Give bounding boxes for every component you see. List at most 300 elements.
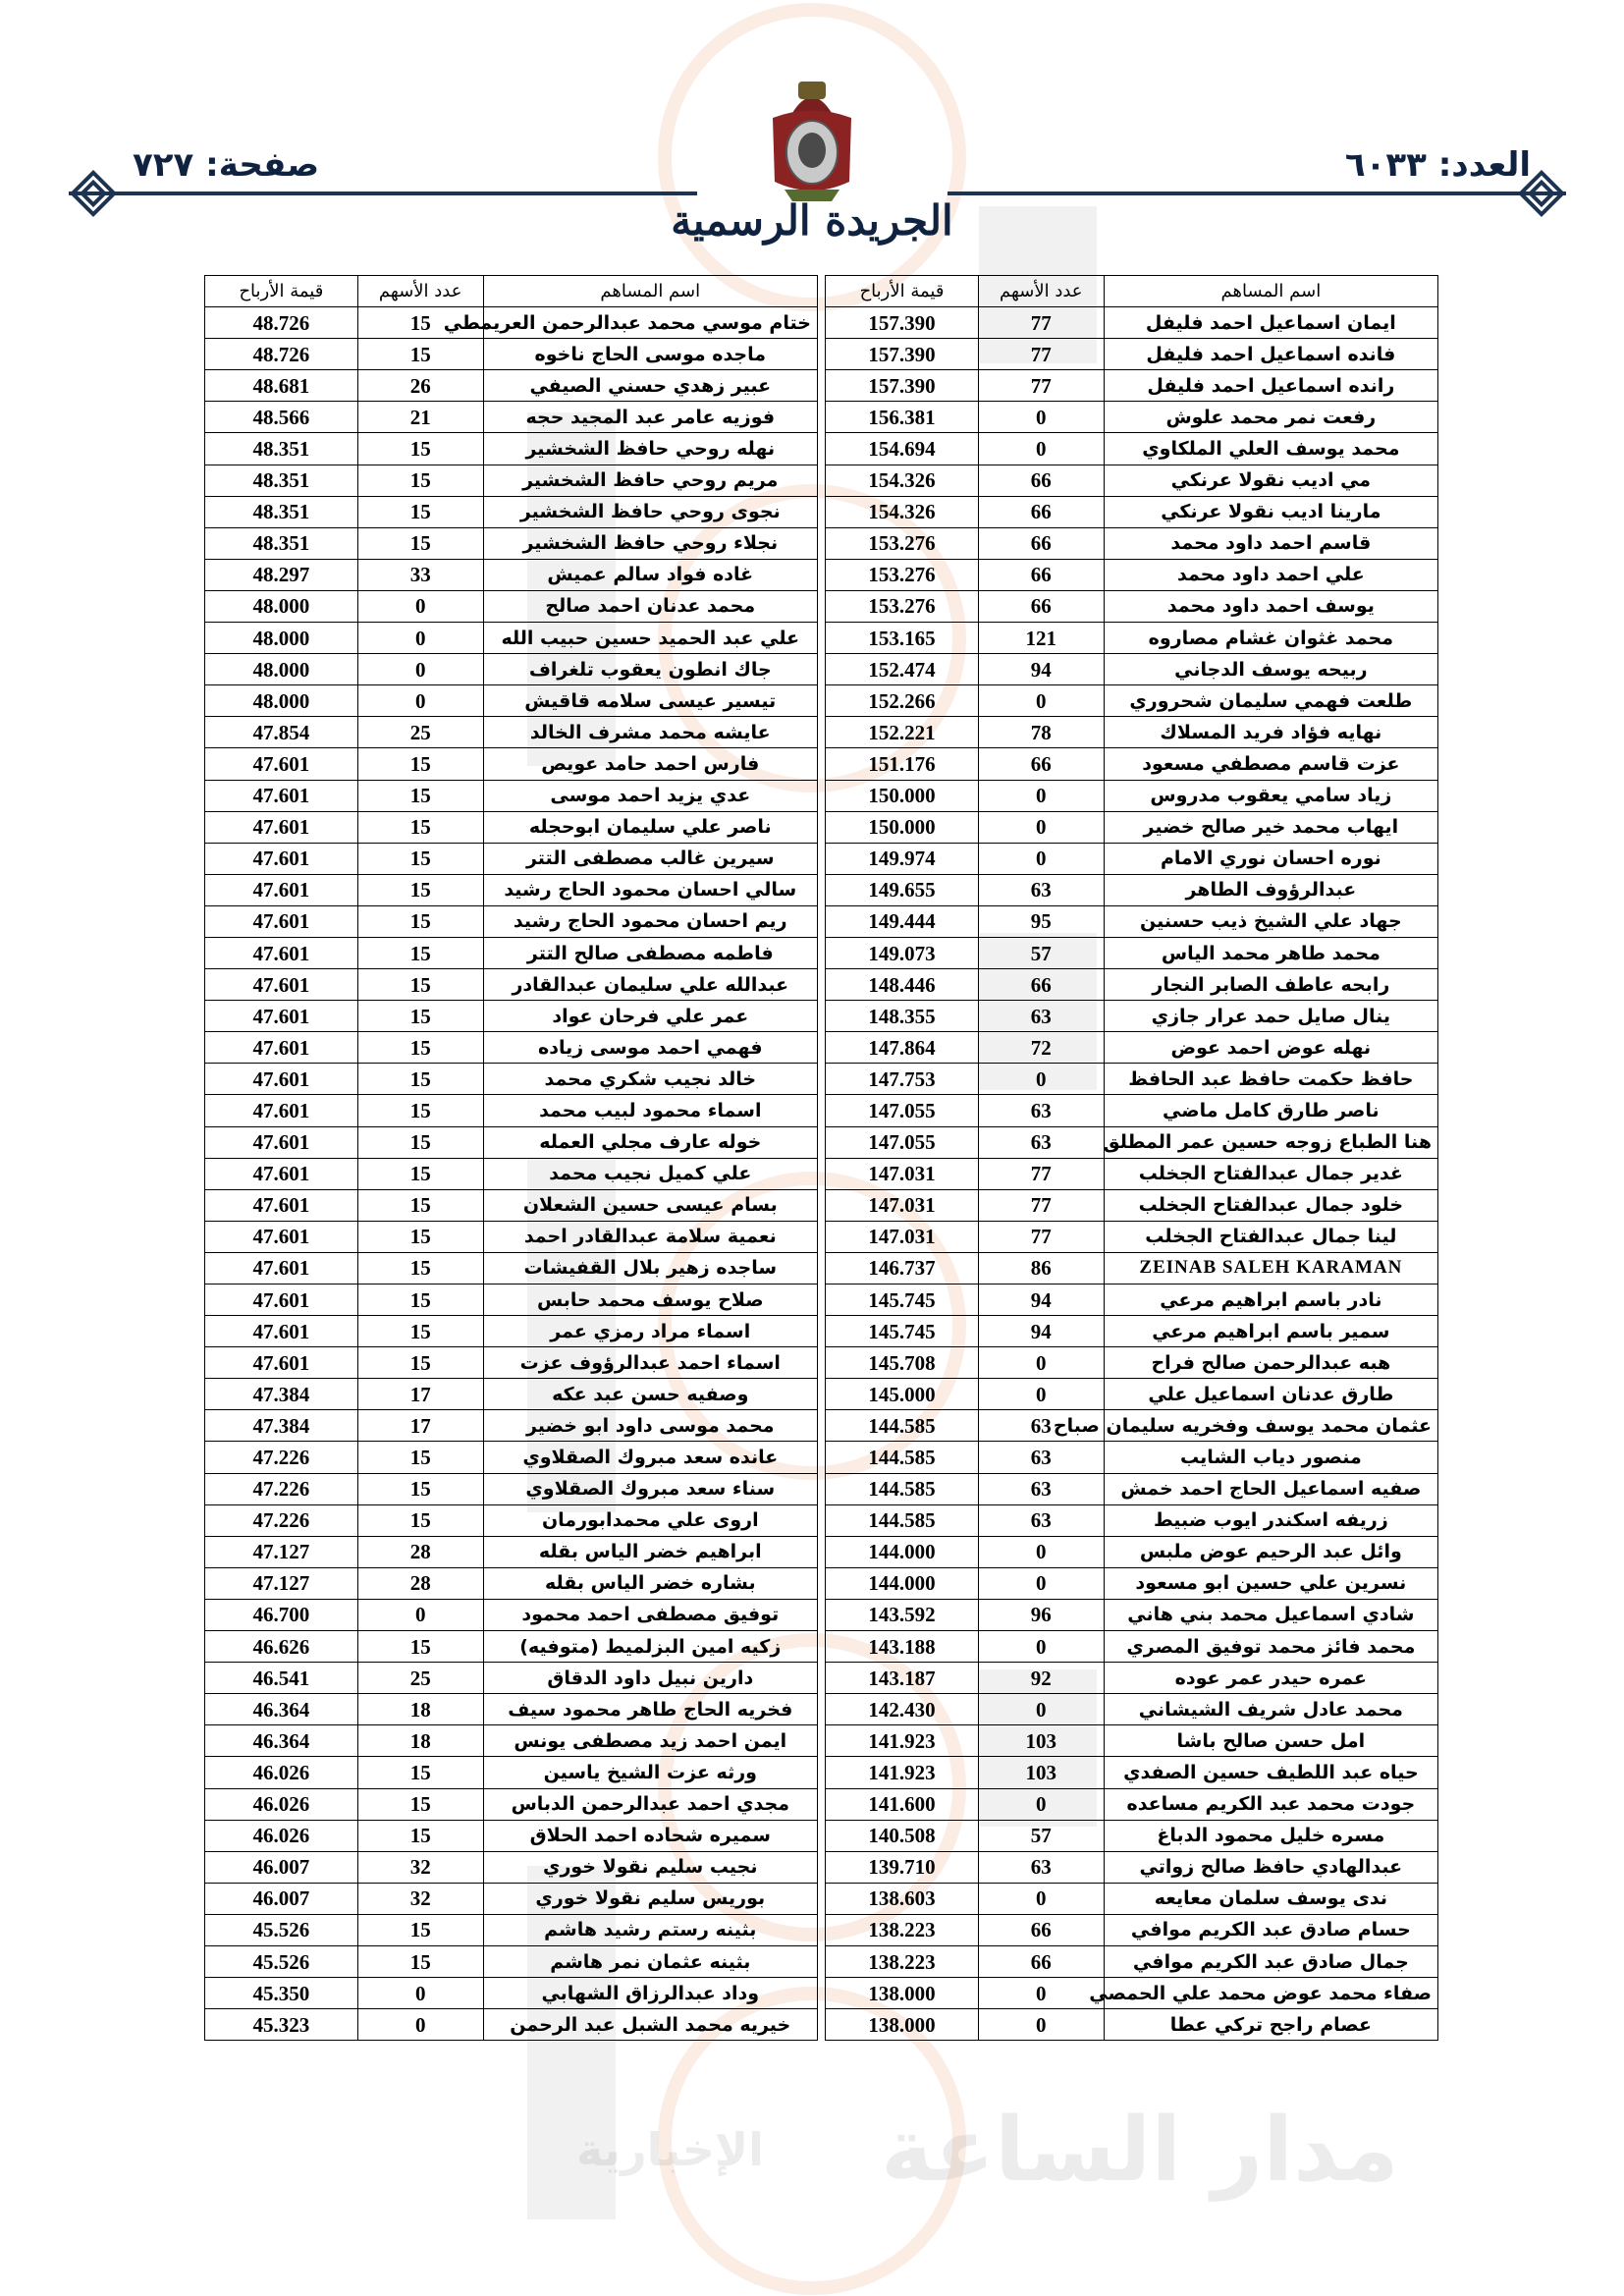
- share-count: 15: [357, 969, 483, 1001]
- column-gap: [817, 811, 825, 843]
- shareholder-name: نهله عوض احمد عوض: [1104, 1032, 1437, 1064]
- column-gap: [817, 1001, 825, 1032]
- share-count: 66: [978, 527, 1104, 559]
- shareholder-name: قاسم احمد داود محمد: [1104, 527, 1437, 559]
- shareholder-name: ساجده زهير بلال القفيشات: [483, 1252, 817, 1284]
- shareholder-name: بسام عيسى حسين الشعلان: [483, 1189, 817, 1221]
- shareholder-name: صفيه اسماعيل الحاج احمد خمش: [1104, 1473, 1437, 1504]
- profit-value: 47.601: [205, 748, 358, 780]
- profit-value: 138.000: [826, 2009, 979, 2041]
- share-count: 63: [978, 1126, 1104, 1158]
- profit-value: 143.188: [826, 1631, 979, 1663]
- profit-value: 153.165: [826, 623, 979, 654]
- col-header-shares: عدد الأسهم: [357, 276, 483, 307]
- shareholder-name: ناصر علي سليمان ابوحجله: [483, 811, 817, 843]
- table-row: [205, 1221, 1438, 1252]
- share-count: 15: [357, 1316, 483, 1347]
- profit-value: 153.276: [826, 527, 979, 559]
- profit-value: 152.266: [826, 685, 979, 717]
- table-row: [205, 1820, 1438, 1851]
- shareholder-name: بوريس سليم نقولا خوري: [483, 1883, 817, 1914]
- shareholder-name: لينا جمال عبدالفتاح الجخلب: [1104, 1221, 1437, 1252]
- profit-value: 141.923: [826, 1725, 979, 1757]
- profit-value: 47.226: [205, 1442, 358, 1473]
- col-header-profit: قيمة الأرباح: [205, 276, 358, 307]
- share-count: 94: [978, 654, 1104, 685]
- share-count: 26: [357, 370, 483, 402]
- shareholder-name: عصام راجح تركي عطا: [1104, 2009, 1437, 2041]
- shareholder-name: جهاد علي الشيخ ذيب حسنين: [1104, 905, 1437, 937]
- column-gap: [817, 1189, 825, 1221]
- profit-value: 47.601: [205, 1189, 358, 1221]
- profit-value: 147.055: [826, 1126, 979, 1158]
- share-count: 15: [357, 780, 483, 811]
- share-count: 15: [357, 1252, 483, 1284]
- profit-value: 46.364: [205, 1725, 358, 1757]
- shareholder-name: نجوى روحي حافظ الشخشير: [483, 496, 817, 527]
- shareholder-name: جاك انطون يعقوب تلغراف: [483, 654, 817, 685]
- shareholder-name: زياد سامي يعقوب مدروس: [1104, 780, 1437, 811]
- col-header-profit: قيمة الأرباح: [826, 276, 979, 307]
- share-count: 15: [357, 307, 483, 339]
- share-count: 96: [978, 1599, 1104, 1630]
- share-count: 77: [978, 370, 1104, 402]
- profit-value: 47.226: [205, 1504, 358, 1536]
- shareholder-name: مريم روحي حافظ الشخشير: [483, 465, 817, 496]
- profit-value: 46.364: [205, 1694, 358, 1725]
- share-count: 0: [978, 1347, 1104, 1379]
- column-gap: [817, 1064, 825, 1095]
- share-count: 15: [357, 1001, 483, 1032]
- profit-value: 139.710: [826, 1851, 979, 1883]
- share-count: 63: [978, 1001, 1104, 1032]
- share-count: 15: [357, 1158, 483, 1189]
- share-count: 0: [978, 1631, 1104, 1663]
- table-row: [205, 1189, 1438, 1221]
- column-gap: [817, 905, 825, 937]
- shareholder-name: صلاح يوسف محمد حابس: [483, 1285, 817, 1316]
- shareholder-name: طارق عدنان اسماعيل علي: [1104, 1379, 1437, 1410]
- profit-value: 48.726: [205, 339, 358, 370]
- table-row: [205, 1347, 1438, 1379]
- share-count: 15: [357, 1442, 483, 1473]
- table-row: [205, 780, 1438, 811]
- shareholder-name: بثينه عثمان نمر هاشم: [483, 1945, 817, 1977]
- column-gap: [817, 1347, 825, 1379]
- share-count: 15: [357, 937, 483, 968]
- table-row: [205, 748, 1438, 780]
- column-gap: [817, 1158, 825, 1189]
- shareholder-name: رابحه عاطف الصابر النجار: [1104, 969, 1437, 1001]
- shareholder-name: ايمن احمد زيد مصطفى يونس: [483, 1725, 817, 1757]
- profit-value: 47.601: [205, 1285, 358, 1316]
- shareholder-name: نوره احسان نوري الامام: [1104, 843, 1437, 874]
- column-gap: [817, 1285, 825, 1316]
- share-count: 57: [978, 937, 1104, 968]
- shareholder-name: شادي اسماعيل محمد بني هاني: [1104, 1599, 1437, 1630]
- profit-value: 145.000: [826, 1379, 979, 1410]
- table-row: [205, 1694, 1438, 1725]
- shareholder-name: رانده اسماعيل احمد فليفل: [1104, 370, 1437, 402]
- profit-value: 46.700: [205, 1599, 358, 1630]
- shareholder-name: بثينه رستم رشيد هاشم: [483, 1914, 817, 1945]
- table-row: [205, 1757, 1438, 1788]
- shareholder-name: فخريه الحاج طاهر محمود سيف: [483, 1694, 817, 1725]
- shareholder-name: نسرين علي حسين ابو مسعود: [1104, 1567, 1437, 1599]
- share-count: 63: [978, 874, 1104, 905]
- table-row: [205, 1158, 1438, 1189]
- share-count: 0: [357, 1599, 483, 1630]
- share-count: 77: [978, 307, 1104, 339]
- profit-value: 46.626: [205, 1631, 358, 1663]
- profit-value: 48.297: [205, 559, 358, 590]
- profit-value: 138.223: [826, 1945, 979, 1977]
- share-count: 21: [357, 402, 483, 433]
- share-count: 15: [357, 1285, 483, 1316]
- table-row: [205, 843, 1438, 874]
- table-row: [205, 2009, 1438, 2041]
- profit-value: 47.601: [205, 780, 358, 811]
- share-count: 0: [978, 433, 1104, 465]
- share-count: 0: [978, 780, 1104, 811]
- column-gap: [817, 1126, 825, 1158]
- shareholder-name: دارين نبيل داود الدقاق: [483, 1663, 817, 1694]
- shareholder-name: سمير باسم ابراهيم مرعي: [1104, 1316, 1437, 1347]
- shareholder-name: فارس احمد حامد عويص: [483, 748, 817, 780]
- profit-value: 48.566: [205, 402, 358, 433]
- share-count: 32: [357, 1851, 483, 1883]
- column-gap: [817, 1978, 825, 2009]
- table-row: [205, 937, 1438, 968]
- profit-value: 47.601: [205, 1347, 358, 1379]
- profit-value: 47.601: [205, 1126, 358, 1158]
- profit-value: 47.127: [205, 1536, 358, 1567]
- table-row: [205, 1379, 1438, 1410]
- share-count: 15: [357, 905, 483, 937]
- profit-value: 47.854: [205, 717, 358, 748]
- shareholder-name: محمد غثوان غشام مصاروه: [1104, 623, 1437, 654]
- shareholder-name: عمر علي فرحان عواد: [483, 1001, 817, 1032]
- shareholder-name: عايشه محمد مشرف الخالد: [483, 717, 817, 748]
- shareholder-name: فاطمه مصطفى صالح التتر: [483, 937, 817, 968]
- share-count: 15: [357, 465, 483, 496]
- share-count: 78: [978, 717, 1104, 748]
- share-count: 18: [357, 1694, 483, 1725]
- share-count: 92: [978, 1663, 1104, 1694]
- table-row: [205, 1064, 1438, 1095]
- share-count: 86: [978, 1252, 1104, 1284]
- profit-value: 45.350: [205, 1978, 358, 2009]
- shareholder-name: سميره شحاده احمد الحلاق: [483, 1820, 817, 1851]
- table-row: [205, 402, 1438, 433]
- table-row: [205, 465, 1438, 496]
- page-header: [0, 0, 1624, 265]
- share-count: 0: [357, 2009, 483, 2041]
- table-row: [205, 1914, 1438, 1945]
- shareholder-name: عبدالله علي سليمان عبدالقادر: [483, 969, 817, 1001]
- column-gap: [817, 276, 825, 307]
- shareholder-name: اسماء مراد رمزي عمر: [483, 1316, 817, 1347]
- issue-number: العدد: ٦٠٣٣: [1344, 145, 1531, 185]
- share-count: 0: [978, 1788, 1104, 1820]
- shareholder-name: نجيب سليم نقولا خوري: [483, 1851, 817, 1883]
- table-row: [205, 1536, 1438, 1567]
- profit-value: 149.444: [826, 905, 979, 937]
- profit-value: 138.223: [826, 1914, 979, 1945]
- shareholder-name: عبدالهادي حافظ صالح زواتي: [1104, 1851, 1437, 1883]
- table-header-row: [205, 276, 1438, 307]
- table-row: [205, 1978, 1438, 2009]
- table-row: [205, 370, 1438, 402]
- table-row: [205, 717, 1438, 748]
- shareholder-name: غدير جمال عبدالفتاح الجخلب: [1104, 1158, 1437, 1189]
- share-count: 0: [978, 811, 1104, 843]
- share-count: 25: [357, 1663, 483, 1694]
- profit-value: 48.000: [205, 685, 358, 717]
- table-row: [205, 905, 1438, 937]
- table-row: [205, 1788, 1438, 1820]
- shareholder-name: ينال صايل حمد عرار جازي: [1104, 1001, 1437, 1032]
- shareholder-name: نعمية سلامة عبدالقادر احمد: [483, 1221, 817, 1252]
- shareholder-name: سالي احسان محمود الحاج رشيد: [483, 874, 817, 905]
- profit-value: 157.390: [826, 370, 979, 402]
- table-row: [205, 685, 1438, 717]
- table-row: [205, 590, 1438, 622]
- column-gap: [817, 590, 825, 622]
- profit-value: 142.430: [826, 1694, 979, 1725]
- profit-value: 149.974: [826, 843, 979, 874]
- profit-value: 46.007: [205, 1851, 358, 1883]
- column-gap: [817, 1316, 825, 1347]
- profit-value: 48.000: [205, 654, 358, 685]
- table-row: [205, 1442, 1438, 1473]
- share-count: 63: [978, 1442, 1104, 1473]
- shareholder-name: امل حسن صالح باشا: [1104, 1725, 1437, 1757]
- profit-value: 47.127: [205, 1567, 358, 1599]
- table-row: [205, 1631, 1438, 1663]
- profit-value: 141.923: [826, 1757, 979, 1788]
- share-count: 15: [357, 433, 483, 465]
- shareholder-name: منصور دياب الشايب: [1104, 1442, 1437, 1473]
- profit-value: 143.592: [826, 1599, 979, 1630]
- profit-value: 143.187: [826, 1663, 979, 1694]
- shareholder-name: خلود جمال عبدالفتاح الجخلب: [1104, 1189, 1437, 1221]
- profit-value: 47.384: [205, 1379, 358, 1410]
- profit-value: 47.601: [205, 1316, 358, 1347]
- column-gap: [817, 969, 825, 1001]
- shareholder-name: ابراهيم خضر الياس بقله: [483, 1536, 817, 1567]
- profit-value: 47.601: [205, 811, 358, 843]
- shareholder-name: نادر باسم ابراهيم مرعي: [1104, 1285, 1437, 1316]
- table-row: [205, 1663, 1438, 1694]
- column-gap: [817, 748, 825, 780]
- profit-value: 47.601: [205, 1032, 358, 1064]
- profit-value: 151.176: [826, 748, 979, 780]
- profit-value: 46.541: [205, 1663, 358, 1694]
- share-count: 18: [357, 1725, 483, 1757]
- share-count: 15: [357, 1095, 483, 1126]
- profit-value: 144.585: [826, 1504, 979, 1536]
- share-count: 66: [978, 1945, 1104, 1977]
- shareholder-name: هبه عبدالرحمن صالح فراح: [1104, 1347, 1437, 1379]
- share-count: 0: [357, 1978, 483, 2009]
- share-count: 28: [357, 1536, 483, 1567]
- shareholder-name: محمد طاهر محمد الياس: [1104, 937, 1437, 968]
- shareholder-name: توفيق مصطفى احمد محمود: [483, 1599, 817, 1630]
- share-count: 0: [978, 1536, 1104, 1567]
- table-row: [205, 811, 1438, 843]
- table-row: [205, 559, 1438, 590]
- table-row: [205, 433, 1438, 465]
- share-count: 15: [357, 496, 483, 527]
- shareholder-name: علي احمد داود محمد: [1104, 559, 1437, 590]
- share-count: 103: [978, 1725, 1104, 1757]
- share-count: 17: [357, 1410, 483, 1442]
- table-row: [205, 1599, 1438, 1630]
- column-gap: [817, 1945, 825, 1977]
- shareholder-name: ورثه عزت الشيخ ياسين: [483, 1757, 817, 1788]
- column-gap: [817, 1221, 825, 1252]
- profit-value: 147.031: [826, 1221, 979, 1252]
- profit-value: 148.446: [826, 969, 979, 1001]
- shareholder-name: جمال صادق عبد الكريم موافي: [1104, 1945, 1437, 1977]
- shareholder-name: عبدالرؤوف الطاهر: [1104, 874, 1437, 905]
- profit-value: 47.601: [205, 1064, 358, 1095]
- column-gap: [817, 1914, 825, 1945]
- share-count: 15: [357, 1189, 483, 1221]
- column-gap: [817, 843, 825, 874]
- share-count: 15: [357, 1504, 483, 1536]
- profit-value: 154.326: [826, 496, 979, 527]
- column-gap: [817, 1567, 825, 1599]
- shareholders-table-container: [204, 275, 1438, 2041]
- share-count: 15: [357, 1064, 483, 1095]
- share-count: 66: [978, 1914, 1104, 1945]
- profit-value: 47.601: [205, 1001, 358, 1032]
- share-count: 0: [978, 1567, 1104, 1599]
- profit-value: 147.864: [826, 1032, 979, 1064]
- shareholders-table: [204, 275, 1438, 2041]
- shareholder-name: فوزيه عامر عبد المجيد حجه: [483, 402, 817, 433]
- shareholder-name: زريفه اسكندر ايوب ضبيط: [1104, 1504, 1437, 1536]
- column-gap: [817, 1725, 825, 1757]
- profit-value: 47.601: [205, 874, 358, 905]
- profit-value: 144.585: [826, 1442, 979, 1473]
- shareholder-name: ناصر طارق كامل ماضي: [1104, 1095, 1437, 1126]
- shareholder-name: سيرين غالب مصطفى التتر: [483, 843, 817, 874]
- share-count: 66: [978, 590, 1104, 622]
- share-count: 0: [357, 685, 483, 717]
- profit-value: 47.601: [205, 1095, 358, 1126]
- table-row: [205, 1567, 1438, 1599]
- column-gap: [817, 1032, 825, 1064]
- share-count: 94: [978, 1285, 1104, 1316]
- share-count: 0: [357, 590, 483, 622]
- table-row: [205, 307, 1438, 339]
- share-count: 28: [357, 1567, 483, 1599]
- profit-value: 47.601: [205, 843, 358, 874]
- shareholder-name: خالد نجيب شكري محمد: [483, 1064, 817, 1095]
- column-gap: [817, 1536, 825, 1567]
- share-count: 15: [357, 1631, 483, 1663]
- share-count: 15: [357, 1221, 483, 1252]
- table-row: [205, 1095, 1438, 1126]
- shareholder-name: حسام صادق عبد الكريم موافي: [1104, 1914, 1437, 1945]
- share-count: 0: [978, 843, 1104, 874]
- profit-value: 47.226: [205, 1473, 358, 1504]
- profit-value: 156.381: [826, 402, 979, 433]
- shareholder-name: مسره خليل محمود الدباغ: [1104, 1820, 1437, 1851]
- share-count: 33: [357, 559, 483, 590]
- share-count: 77: [978, 1189, 1104, 1221]
- profit-value: 150.000: [826, 780, 979, 811]
- share-count: 57: [978, 1820, 1104, 1851]
- profit-value: 45.323: [205, 2009, 358, 2041]
- shareholder-name: جودت محمد عبد الكريم مساعده: [1104, 1788, 1437, 1820]
- share-count: 63: [978, 1410, 1104, 1442]
- share-count: 15: [357, 811, 483, 843]
- profit-value: 148.355: [826, 1001, 979, 1032]
- profit-value: 46.026: [205, 1757, 358, 1788]
- share-count: 66: [978, 559, 1104, 590]
- profit-value: 153.276: [826, 559, 979, 590]
- table-row: [205, 1001, 1438, 1032]
- profit-value: 152.221: [826, 717, 979, 748]
- column-gap: [817, 2009, 825, 2041]
- col-header-shares: عدد الأسهم: [978, 276, 1104, 307]
- table-row: [205, 1725, 1438, 1757]
- profit-value: 144.585: [826, 1473, 979, 1504]
- table-row: [205, 969, 1438, 1001]
- profit-value: 144.000: [826, 1536, 979, 1567]
- shareholder-name: بشاره خضر الياس بقله: [483, 1567, 817, 1599]
- profit-value: 47.384: [205, 1410, 358, 1442]
- table-row: [205, 1851, 1438, 1883]
- share-count: 94: [978, 1316, 1104, 1347]
- shareholder-name: ختام موسي محمد عبدالرحمن العريمطي: [483, 307, 817, 339]
- table-row: [205, 1410, 1438, 1442]
- table-row: [205, 339, 1438, 370]
- shareholder-name: يوسف احمد داود محمد: [1104, 590, 1437, 622]
- shareholder-name: مجدي احمد عبدالرحمن الدباس: [483, 1788, 817, 1820]
- shareholder-name: محمد يوسف العلي الملكاوي: [1104, 433, 1437, 465]
- share-count: 66: [978, 465, 1104, 496]
- profit-value: 153.276: [826, 590, 979, 622]
- column-gap: [817, 1694, 825, 1725]
- shareholder-name: اسماء احمد عبدالرؤوف عزت: [483, 1347, 817, 1379]
- gazette-title: الجريدة الرسمية: [671, 196, 953, 245]
- share-count: 15: [357, 339, 483, 370]
- svg-text:الإخبارية: الإخبارية: [576, 2123, 764, 2176]
- share-count: 32: [357, 1883, 483, 1914]
- column-gap: [817, 527, 825, 559]
- shareholder-name: ايهاب محمد خير صالح خضير: [1104, 811, 1437, 843]
- table-row: [205, 1252, 1438, 1284]
- profit-value: 47.601: [205, 937, 358, 968]
- profit-value: 149.073: [826, 937, 979, 968]
- column-gap: [817, 1599, 825, 1630]
- column-gap: [817, 685, 825, 717]
- share-count: 15: [357, 1945, 483, 1977]
- shareholder-name: علي عبد الحميد حسين حبيب الله: [483, 623, 817, 654]
- table-row: [205, 1032, 1438, 1064]
- shareholder-name: اروى علي محمدابورمان: [483, 1504, 817, 1536]
- shareholder-name: تيسير عيسى سلامه قاقيش: [483, 685, 817, 717]
- table-row: [205, 654, 1438, 685]
- share-count: 103: [978, 1757, 1104, 1788]
- share-count: 77: [978, 1221, 1104, 1252]
- share-count: 66: [978, 496, 1104, 527]
